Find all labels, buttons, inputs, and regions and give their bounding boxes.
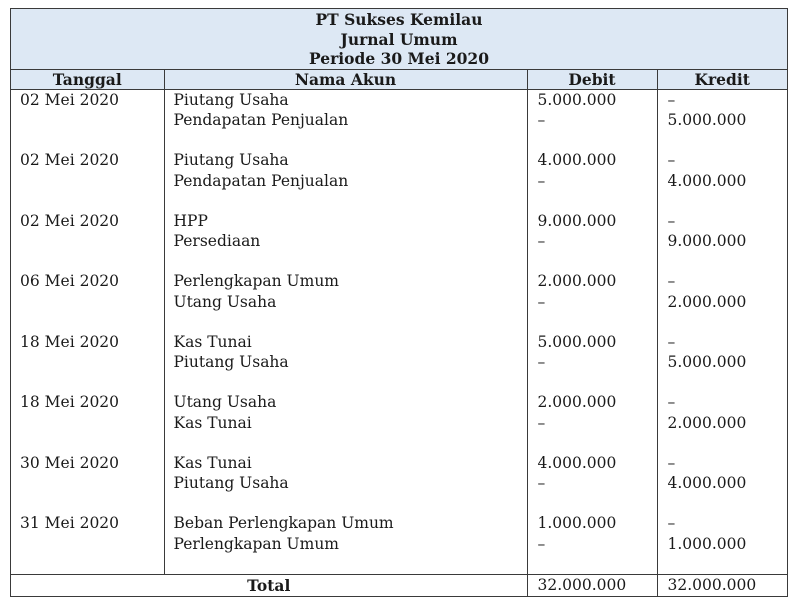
entry-debit [527,150,657,211]
credit-account-name: Kas Tunai [173,413,252,432]
debit-account-name: Kas Tunai [173,332,252,351]
entry-accounts [164,271,527,332]
credit-empty-marker: – [667,90,676,109]
entry-date [11,150,164,211]
debit-account-name: HPP [173,211,208,230]
journal-title: Jurnal Umum [340,29,458,49]
credit-amount: 5.000.000 [667,111,747,129]
entry-credit [657,453,787,514]
credit-empty-marker: – [667,332,676,351]
entry-debit [527,392,657,453]
entry-date [11,271,164,332]
entry-date [11,392,164,453]
entry-date-text: 02 Mei 2020 [20,151,120,169]
journal-period: Periode 30 Mei 2020 [309,49,489,68]
credit-account-name: Piutang Usaha [173,353,289,371]
column-header-debit: Debit [527,70,657,90]
entry-debit [527,332,657,393]
journal-entries [11,89,787,574]
entry-date-text: 02 Mei 2020 [20,90,120,109]
debit-empty-marker: – [537,171,546,190]
company-name: PT Sukses Kemilau [315,10,483,29]
entry-accounts [164,150,527,211]
journal-entry-row [11,89,787,150]
entry-credit [657,513,787,574]
total-row [11,574,787,596]
credit-account-name: Utang Usaha [173,292,277,311]
entry-debit [527,89,657,150]
credit-amount: 9.000.000 [667,232,747,250]
entry-debit [527,271,657,332]
entry-accounts [164,211,527,272]
debit-amount: 9.000.000 [537,211,617,230]
entry-debit [527,513,657,574]
debit-empty-marker: – [537,292,546,311]
credit-account-name: Pendapatan Penjualan [173,111,349,129]
debit-amount: 2.000.000 [537,272,617,290]
total-label: Total [11,574,527,596]
entry-date-text: 31 Mei 2020 [20,514,120,532]
credit-empty-marker: – [667,393,676,411]
debit-amount: 4.000.000 [537,453,617,472]
entry-date-text: 18 Mei 2020 [20,332,120,351]
debit-empty-marker: – [537,353,546,371]
debit-account-name: Piutang Usaha [173,90,289,109]
entry-accounts [164,453,527,514]
journal-header [11,9,787,70]
entry-accounts [164,332,527,393]
debit-account-name: Piutang Usaha [173,151,289,169]
journal-entry-row [11,392,787,453]
credit-amount: 5.000.000 [667,353,747,371]
credit-account-name: Pendapatan Penjualan [173,171,349,190]
entry-date [11,332,164,393]
debit-empty-marker: – [537,413,546,432]
credit-empty-marker: – [667,151,676,169]
journal-entry-row [11,150,787,211]
entry-credit [657,150,787,211]
column-header-credit: Kredit [657,70,787,90]
journal-entry-row [11,271,787,332]
journal-entry-row [11,513,787,574]
entry-date [11,513,164,574]
total-credit: 32.000.000 [657,574,787,596]
debit-account-name: Kas Tunai [173,453,252,472]
entry-debit [527,453,657,514]
debit-amount: 4.000.000 [537,151,617,169]
debit-account-name: Beban Perlengkapan Umum [173,514,394,532]
journal-entry-row [11,211,787,272]
entry-accounts [164,392,527,453]
credit-account-name: Perlengkapan Umum [173,534,339,553]
debit-amount: 2.000.000 [537,393,617,411]
credit-empty-marker: – [667,453,676,472]
entry-credit [657,271,787,332]
credit-amount: 2.000.000 [667,292,747,311]
entry-date-text: 02 Mei 2020 [20,211,120,230]
credit-amount: 4.000.000 [667,474,747,492]
entry-date [11,453,164,514]
journal-table [11,70,787,596]
credit-amount: 4.000.000 [667,171,747,190]
debit-empty-marker: – [537,474,546,492]
entry-date-text: 06 Mei 2020 [20,272,120,290]
entry-credit [657,332,787,393]
credit-account-name: Piutang Usaha [173,474,289,492]
total-debit: 32.000.000 [527,574,657,596]
credit-amount: 2.000.000 [667,413,747,432]
general-journal [10,8,788,597]
entry-date [11,211,164,272]
debit-amount: 5.000.000 [537,332,617,351]
credit-account-name: Persediaan [173,232,261,250]
entry-date [11,89,164,150]
journal-entry-row [11,453,787,514]
entry-credit [657,89,787,150]
entry-date-text: 30 Mei 2020 [20,453,120,472]
credit-empty-marker: – [667,211,676,230]
credit-empty-marker: – [667,514,676,532]
entry-accounts [164,89,527,150]
debit-account-name: Perlengkapan Umum [173,272,339,290]
credit-amount: 1.000.000 [667,534,747,553]
debit-empty-marker: – [537,232,546,250]
column-header-row [11,70,787,90]
debit-empty-marker: – [537,111,546,129]
debit-amount: 1.000.000 [537,514,617,532]
column-header-date: Tanggal [11,70,164,90]
entry-accounts [164,513,527,574]
column-header-account: Nama Akun [164,70,527,90]
entry-debit [527,211,657,272]
entry-credit [657,211,787,272]
debit-account-name: Utang Usaha [173,393,277,411]
journal-entry-row [11,332,787,393]
entry-date-text: 18 Mei 2020 [20,393,120,411]
credit-empty-marker: – [667,272,676,290]
entry-credit [657,392,787,453]
debit-amount: 5.000.000 [537,90,617,109]
debit-empty-marker: – [537,534,546,553]
